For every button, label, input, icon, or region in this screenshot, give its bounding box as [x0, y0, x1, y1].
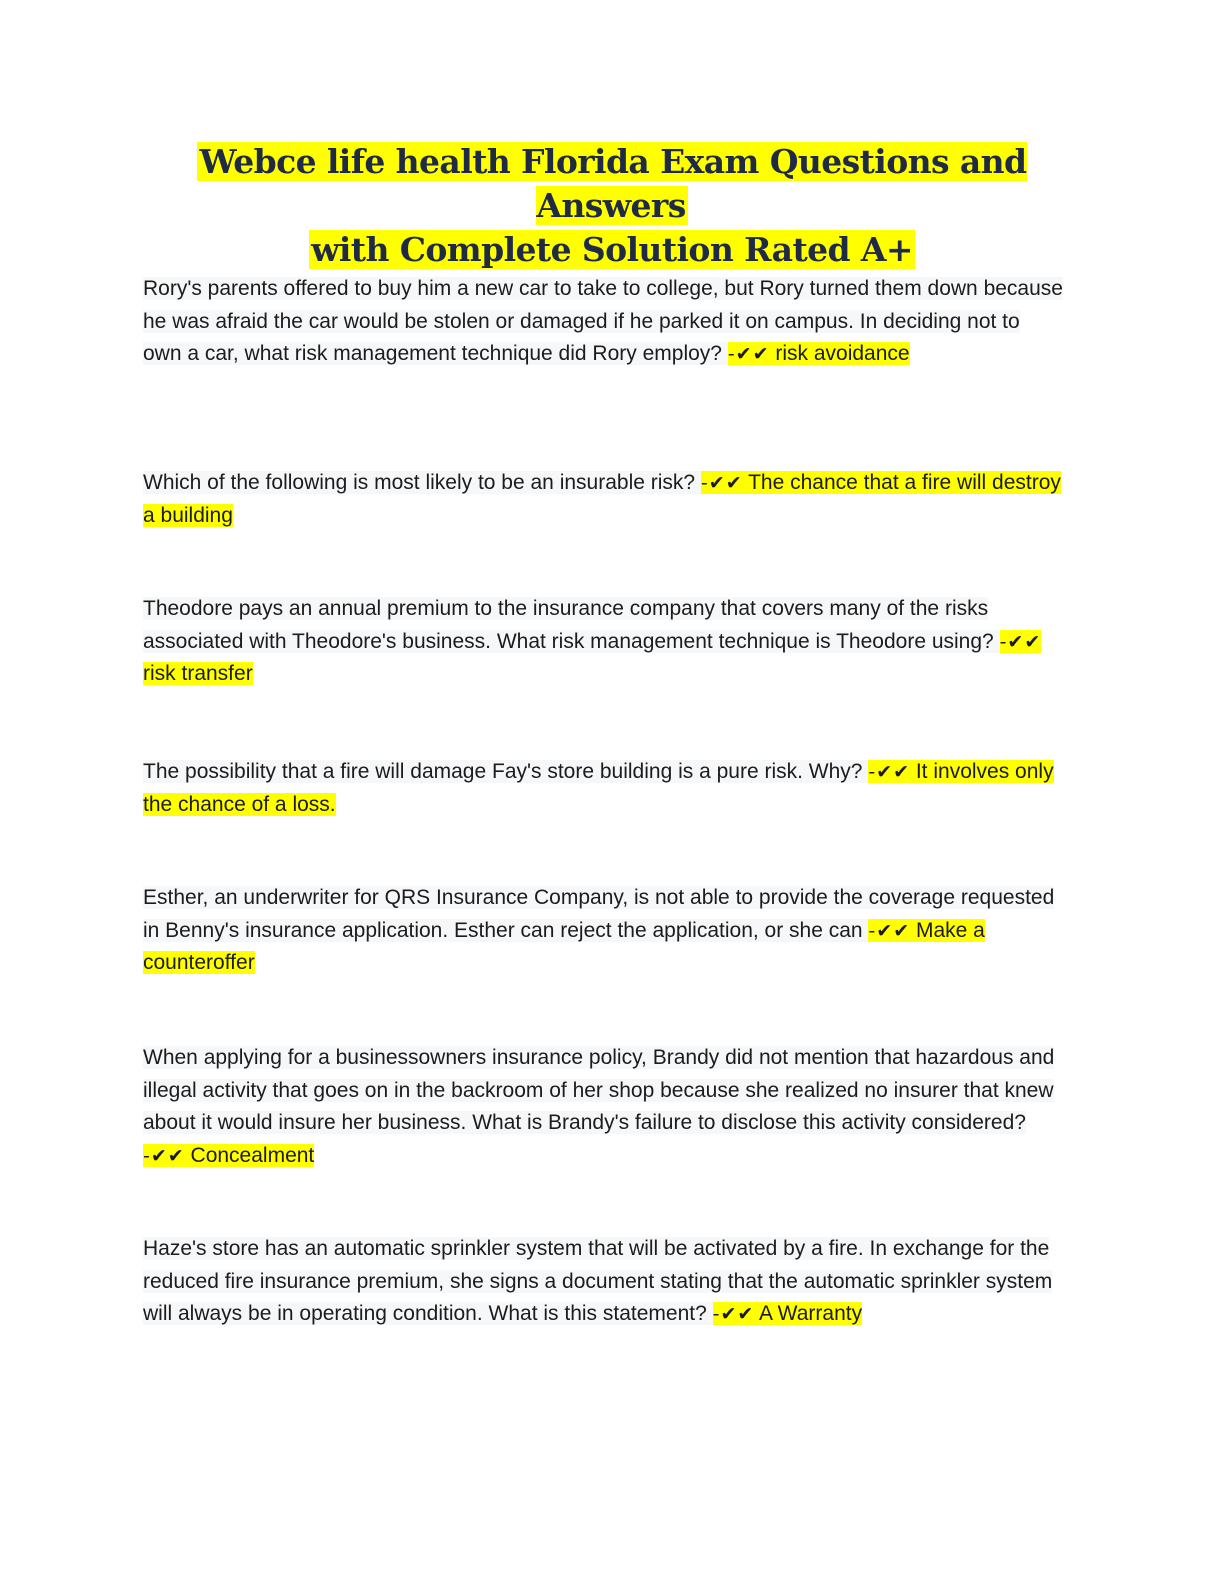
question-text: Haze's store has an automatic sprinkler system that will be activated by a fire. In exchange for the reduced fire insurance premium, she signs a document stating that the automatic sprinkler system will always be in operating condition. What is this statement? [143, 1237, 1053, 1325]
answer-text: risk transfer [143, 662, 253, 685]
answer-text: Make a counteroffer [143, 918, 985, 974]
answer-text: The chance that a fire will destroy a building [143, 471, 1061, 527]
answer-highlight [143, 1144, 314, 1167]
answer-highlight [713, 1302, 862, 1325]
check-mark-icon: -✔✔ [868, 919, 911, 942]
question-text: Rory's parents offered to buy him a new car to take to college, but Rory turned them down because he was afraid the car would be stolen or damaged if he parked it on campus. In deciding not to own a car, what risk management technique did Rory employ? [143, 277, 1063, 365]
question-text: Which of the following is most likely to be an insurable risk? [143, 471, 701, 494]
answer-text: risk avoidance [769, 342, 910, 365]
answer-text: Concealment [184, 1143, 315, 1167]
title-line-1: Webce life health Florida Exam Questions and Answers [199, 142, 1027, 225]
check-mark-icon: -✔✔ [727, 343, 770, 365]
question-text: The possibility that a fire will damage Fay's store building is a pure risk. Why? [143, 760, 869, 783]
title-line-2: with Complete Solution Rated A+ [311, 230, 913, 269]
check-mark-icon: -✔✔ [712, 1303, 755, 1325]
check-mark-icon: -✔✔ [700, 472, 743, 494]
question-text: When applying for a businessowners insurance policy, Brandy did not mention that hazardous and illegal activity that goes on in the backroom of her shop because she realized no insurer that knew about it would insure her business. What is Brandy's failure to disclose this activity considered? [143, 1046, 1055, 1134]
question-text: Esther, an underwriter for QRS Insurance Company, is not able to provide the coverage requested in Benny's insurance application. Esther can reject the application, or she can [143, 886, 1055, 942]
check-mark-icon: -✔✔ [143, 1144, 185, 1167]
qa-item-5 [143, 882, 1063, 980]
answer-text: It involves only the chance of a loss. [143, 760, 1054, 816]
check-mark-icon: -✔✔ [999, 630, 1042, 653]
answer-highlight [728, 342, 910, 365]
document-title [140, 140, 1084, 272]
qa-item-3 [143, 593, 1063, 691]
check-mark-icon: -✔✔ [868, 761, 911, 783]
qa-item-7 [143, 1233, 1063, 1331]
answer-text: A Warranty [754, 1302, 863, 1325]
qa-item-6 [143, 1042, 1063, 1172]
qa-item-1 [143, 273, 1063, 371]
question-text: Theodore pays an annual premium to the insurance company that covers many of the risks associated with Theodore's business. What risk management technique is Theodore using? [143, 597, 1000, 653]
qa-item-4 [143, 756, 1063, 821]
qa-item-2 [143, 467, 1063, 532]
